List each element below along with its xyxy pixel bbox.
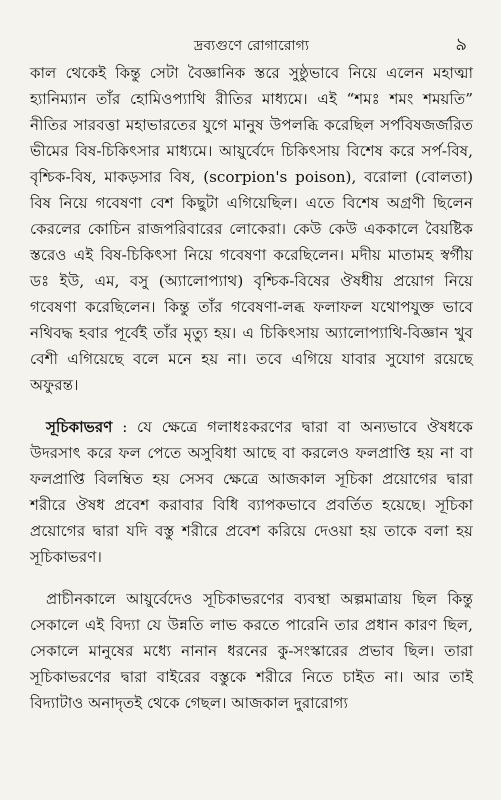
paragraph-1: কাল থেকেই কিন্তু সেটা বৈজ্ঞানিক স্তরে সুষ্ঠুভাবে নিয়ে এলেন মহাত্মা হ্যানিম্যান তাঁর হোমিওপ্যাথি রীতির মাধ্যমে। এই “শমঃ শমং শময়তি” নীতির সারবত্তা মহাভারতের যুগে মানুষ উপলব্ধি করেছিল সর্পবিষজর্জরিত ভীমের বিষ-চিকিৎসার মাধ্যমে। আয়ুর্বেদে চিকিৎসায় বিশেষ করে সর্প-বিষ, বৃশ্চিক-বিষ, মাকড়সার বিষ, (scorpion's poison), বরোলা (বোলতা) বিষ নিয়ে গবেষণা বেশ কিছুটা এগিয়েছিল। এতে বিশেষ অগ্রণী ছিলেন কেরলের কোচিন রাজপরিবারের লোকেরা। কেউ কেউ এককালে বৈয়ষ্টিক স্তরেও এই বিষ-চিকিৎসা নিয়ে গবেষণা করেছিলেন। মদীয় মাতামহ স্বর্গীয় ডঃ ইউ, এম, বসু (অ্যালোপ্যাথ) বৃশ্চিক-বিষের ঔষধীয় প্রয়োগ নিয়ে গবেষণা করেছিলেন। কিন্তু তাঁর গবেষণা-লব্ধ ফলাফল যথোপযুক্ত ভাবে নথিবদ্ধ হবার পূর্বেই তাঁর মৃত্যু হয়। এ চিকিৎসায় অ্যালোপ্যাথি-বিজ্ঞান খুব বেশী এগিয়েছে বলে মনে হয় না। তবে এগিয়ে যাবার সুযোগ রয়েছে অফুরন্ত। [30, 64, 473, 394]
paragraph-3: প্রাচীনকালে আয়ুর্বেদেও সূচিকাভরণের ব্যবস্থা অল্পমাত্রায় ছিল কিন্তু সেকালে এই বিদ্যা যে উন্নতি লাভ করতে পারেনি তার প্রধান কারণ ছিল, সেকালে মানুষের মধ্যে নানান ধরনের কু-সংস্কারের প্রভাব ছিল। তারা সূচিকাভরণের দ্বারা বাইরের বস্তুকে শরীরে নিতে চাইত না। আর তাই বিদ্যাটাও অনাদৃতই থেকে গেছল। আজকাল দুরারোগ্য [30, 590, 473, 712]
term-heading: সূচিকাভরণ [46, 418, 113, 436]
paragraph-gap [30, 398, 473, 414]
page-header [30, 28, 473, 60]
paragraph-2 [30, 414, 473, 570]
page-number: ৯ [455, 34, 467, 55]
paragraph-gap [30, 570, 473, 586]
running-head: দ্রব্যগুণে রোগারোগ্য [193, 38, 310, 54]
paragraph-2-text: : যে ক্ষেত্রে গলাধঃকরণের দ্বারা বা অন্যভাবে ঔষধকে উদরসাৎ করে ফল পেতে অসুবিধা আছে বা করলেও ফলপ্রাপ্তি হয় না বা ফলপ্রাপ্তি বিলম্বিত হয় সেসব ক্ষেত্রে আজকাল সূচিকা প্রয়োগের দ্বারা শরীরে ঔষধ প্রবেশ করাবার বিধি ব্যাপকভাবে প্রবর্তিত হয়েছে। সূচিকা প্রয়োগের দ্বারা যদি বস্তু শরীরে প্রবেশ করিয়ে দেওয়া হয় তাকে বলা হয় সূচিকাভরণ। [30, 418, 473, 566]
